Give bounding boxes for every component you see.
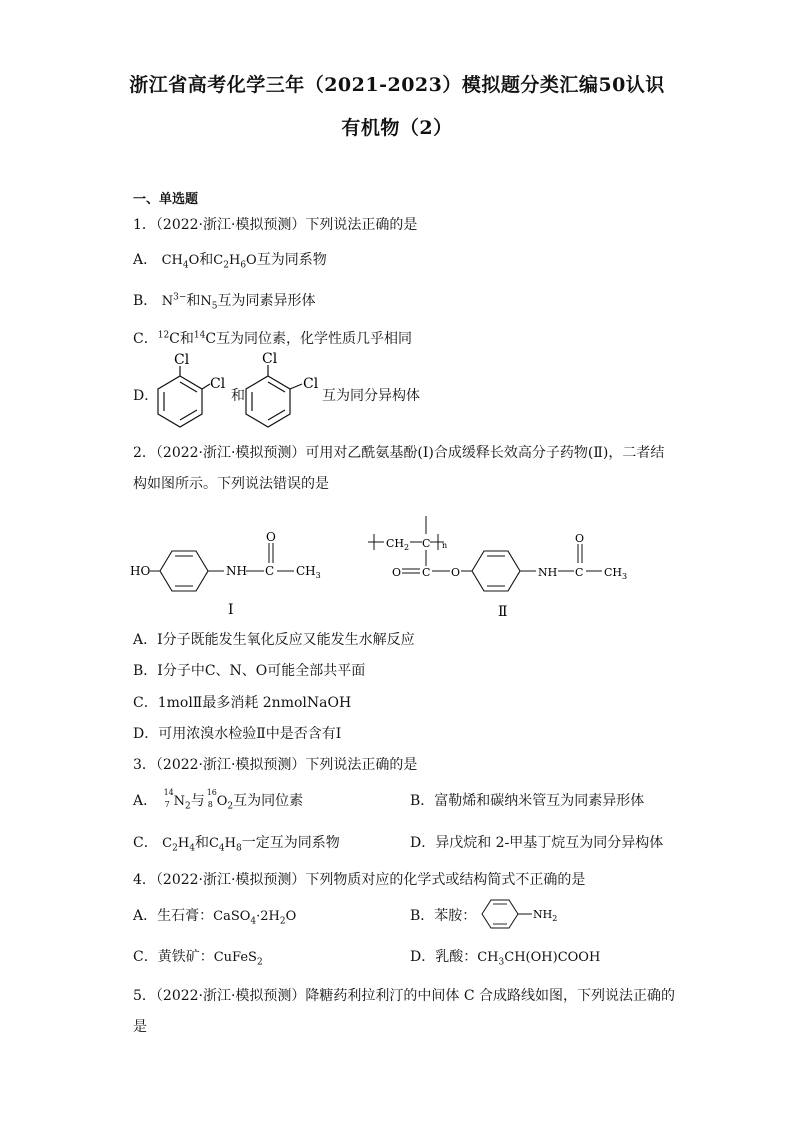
svg-text:HO: HO — [130, 564, 151, 578]
q1-option-a: A． $CH_4O$和$C_2H_6O$互为同系物 — [133, 252, 327, 271]
svg-text:CH3: $CH_3$ — [296, 564, 321, 580]
svg-text:CH2: $CH_2$ — [386, 537, 410, 552]
q4-option-a: A．生石膏：$CaSO_4\cdot 2H_2O$ — [133, 908, 297, 927]
q2-option-a: A．Ⅰ分子既能发生氧化反应又能发生水解反应 — [133, 632, 415, 648]
svg-text:C: C — [575, 566, 584, 579]
q5-stem-line1: 5．（2022·浙江·模拟预测）降糖药利拉利汀的中间体 C 合成路线如图，下列说法正确的 — [133, 988, 676, 1004]
svg-text:NH: NH — [538, 566, 558, 579]
svg-text:n: n — [442, 541, 448, 550]
q1-option-d-text: 互为同分异构体 — [322, 388, 420, 404]
q2-option-b: B．Ⅰ分子中C、N、O可能全部共平面 — [133, 663, 366, 679]
structure-ii-label: Ⅱ — [498, 604, 508, 620]
q2-stem-line1: 2．（2022·浙江·模拟预测）可用对乙酰氨基酚(Ⅰ)合成缓释长效高分子药物(Ⅱ)，二者结 — [133, 445, 665, 461]
svg-text:O: O — [266, 530, 276, 544]
page-title-line2: 有机物（2） — [341, 117, 453, 139]
q3-option-b: B．富勒烯和碳纳米管互为同素异形体 — [410, 793, 645, 809]
q4-stem: 4．（2022·浙江·模拟预测）下列物质对应的化学式或结构简式不正确的是 — [133, 872, 586, 888]
o-dichlorobenzene-structure-2 — [240, 348, 322, 432]
svg-text:C: C — [265, 564, 275, 578]
q4-option-b-label: B．苯胺： — [410, 908, 477, 924]
svg-text:NH2: $NH_2$ — [533, 908, 558, 923]
structure-ii — [362, 500, 652, 622]
q3-stem: 3．（2022·浙江·模拟预测）下列说法正确的是 — [133, 757, 418, 773]
svg-text:C: C — [422, 566, 431, 579]
svg-text:C: C — [422, 537, 431, 550]
aniline-structure — [476, 896, 556, 932]
q1-stem: 1．（2022·浙江·模拟预测）下列说法正确的是 — [133, 217, 418, 233]
svg-text:O: O — [451, 566, 461, 579]
q3-option-a: A． 14 7 $N_2$与 16 8 $O_2$互为同位素 — [133, 788, 304, 812]
q1-option-b: B． $N^{3-}$和$N_5$互为同素异形体 — [133, 292, 316, 312]
q1-option-c: C．$^{12}$C和$^{14}$C互为同位素，化学性质几乎相同 — [133, 330, 413, 347]
q3-option-d: D．异戊烷和 2-甲基丁烷互为同分异构体 — [410, 835, 664, 851]
q2-option-c: C．1molⅡ最多消耗 2nmolNaOH — [133, 695, 352, 711]
svg-text:CH3: $CH_3$ — [604, 566, 628, 581]
q4-option-c: C．黄铁矿：CuFeS$_2$ — [133, 949, 263, 968]
svg-text:O: O — [575, 532, 585, 545]
q1-option-d-and: 和 — [231, 388, 245, 404]
svg-text:NH: NH — [226, 564, 247, 578]
structure-i — [128, 528, 328, 620]
q2-stem-line2: 构如图所示。下列说法错误的是 — [133, 476, 329, 492]
q2-option-d: D．可用浓溴水检验Ⅱ中是否含有Ⅰ — [133, 726, 342, 742]
cl-label: Cl — [174, 352, 190, 368]
cl-label: Cl — [210, 376, 226, 392]
structure-i-label: Ⅰ — [228, 602, 234, 618]
q4-option-d: D．乳酸：$CH_3CH(OH)COOH$ — [410, 949, 601, 968]
q3-option-c: C． $C_2H_4$和$C_4H_8$一定互为同系物 — [133, 835, 340, 854]
o-dichlorobenzene-structure-1 — [150, 350, 230, 432]
cl-label: Cl — [262, 351, 278, 367]
section-heading: 一、单选题 — [133, 192, 199, 207]
svg-text:O: O — [392, 566, 402, 579]
q1-option-d-label: D． — [133, 388, 159, 404]
q5-stem-line2: 是 — [133, 1019, 147, 1035]
page-title: 浙江省高考化学三年（2021-2023）模拟题分类汇编50认识 — [129, 74, 665, 96]
cl-label: Cl — [303, 376, 319, 392]
